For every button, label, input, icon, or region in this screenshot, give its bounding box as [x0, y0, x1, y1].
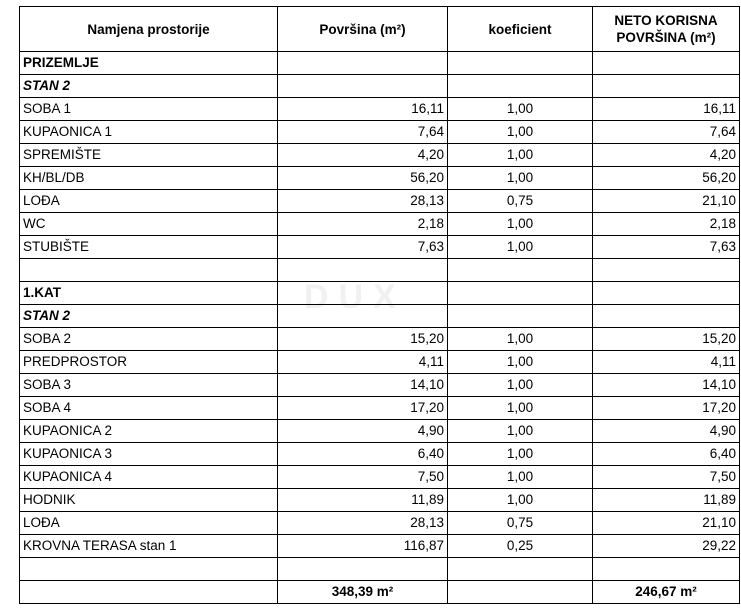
header-name: Namjena prostorije	[20, 7, 278, 52]
table-row	[20, 351, 740, 374]
room-name: SPREMIŠTE	[20, 144, 278, 167]
room-name: WC	[20, 213, 278, 236]
empty-cell	[448, 305, 593, 328]
area-value: 28,13	[278, 190, 448, 213]
empty-cell	[593, 282, 740, 305]
unit-row-ground	[20, 75, 740, 98]
area-value: 15,20	[278, 328, 448, 351]
net-value: 21,10	[593, 512, 740, 535]
net-value: 4,90	[593, 420, 740, 443]
net-value: 4,20	[593, 144, 740, 167]
area-value: 14,10	[278, 374, 448, 397]
table-row	[20, 489, 740, 512]
empty-cell	[593, 259, 740, 282]
net-value: 21,10	[593, 190, 740, 213]
coef-value: 1,00	[448, 98, 593, 121]
table-row	[20, 98, 740, 121]
area-value: 17,20	[278, 397, 448, 420]
table-row	[20, 397, 740, 420]
net-value: 17,20	[593, 397, 740, 420]
net-value: 4,11	[593, 351, 740, 374]
empty-cell	[20, 259, 278, 282]
room-name: SOBA 1	[20, 98, 278, 121]
coef-value: 0,75	[448, 190, 593, 213]
area-value: 6,40	[278, 443, 448, 466]
net-value: 15,20	[593, 328, 740, 351]
spacer-row	[20, 558, 740, 581]
table-row	[20, 144, 740, 167]
table-row	[20, 236, 740, 259]
empty-cell	[278, 52, 448, 75]
coef-value: 1,00	[448, 167, 593, 190]
empty-cell	[448, 52, 593, 75]
net-value: 29,22	[593, 535, 740, 558]
net-value: 2,18	[593, 213, 740, 236]
net-value: 16,11	[593, 98, 740, 121]
empty-cell	[278, 259, 448, 282]
coef-value: 1,00	[448, 374, 593, 397]
empty-cell	[448, 581, 593, 604]
area-value: 4,90	[278, 420, 448, 443]
empty-cell	[278, 558, 448, 581]
empty-cell	[278, 282, 448, 305]
header-net: NETO KORISNA POVRŠINA (m²)	[593, 7, 740, 52]
net-value: 7,63	[593, 236, 740, 259]
room-name: SOBA 3	[20, 374, 278, 397]
section-label: 1.KAT	[20, 282, 278, 305]
net-value: 7,50	[593, 466, 740, 489]
coef-value: 1,00	[448, 397, 593, 420]
coef-value: 1,00	[448, 328, 593, 351]
coef-value: 1,00	[448, 489, 593, 512]
table-row	[20, 512, 740, 535]
room-name: KUPAONICA 3	[20, 443, 278, 466]
net-value: 56,20	[593, 167, 740, 190]
area-value: 7,64	[278, 121, 448, 144]
total-area: 348,39 m²	[278, 581, 448, 604]
room-name: HODNIK	[20, 489, 278, 512]
room-name: PREDPROSTOR	[20, 351, 278, 374]
section-row-first	[20, 282, 740, 305]
area-value: 28,13	[278, 512, 448, 535]
empty-cell	[20, 581, 278, 604]
room-name: SOBA 4	[20, 397, 278, 420]
table-row	[20, 328, 740, 351]
empty-cell	[593, 558, 740, 581]
net-value: 7,64	[593, 121, 740, 144]
room-name: STUBIŠTE	[20, 236, 278, 259]
area-value: 11,89	[278, 489, 448, 512]
area-value: 56,20	[278, 167, 448, 190]
net-value: 11,89	[593, 489, 740, 512]
net-value: 6,40	[593, 443, 740, 466]
empty-cell	[278, 75, 448, 98]
header-area: Površina (m²)	[278, 7, 448, 52]
unit-row-first	[20, 305, 740, 328]
coef-value: 1,00	[448, 443, 593, 466]
coef-value: 1,00	[448, 351, 593, 374]
empty-cell	[448, 259, 593, 282]
table-row	[20, 167, 740, 190]
empty-cell	[448, 75, 593, 98]
empty-cell	[278, 305, 448, 328]
coef-value: 1,00	[448, 466, 593, 489]
table-row	[20, 190, 740, 213]
unit-label: STAN 2	[20, 305, 278, 328]
coef-value: 1,00	[448, 144, 593, 167]
totals-row	[20, 581, 740, 604]
total-net: 246,67 m²	[593, 581, 740, 604]
coef-value: 0,25	[448, 535, 593, 558]
table-row	[20, 443, 740, 466]
area-value: 4,11	[278, 351, 448, 374]
coef-value: 1,00	[448, 236, 593, 259]
table-row	[20, 535, 740, 558]
coef-value: 1,00	[448, 213, 593, 236]
empty-cell	[593, 52, 740, 75]
empty-cell	[448, 558, 593, 581]
table-row	[20, 213, 740, 236]
watermark: DUX	[304, 278, 406, 316]
area-value: 7,63	[278, 236, 448, 259]
header-coef: koeficient	[448, 7, 593, 52]
room-name: LOĐA	[20, 512, 278, 535]
table-body	[20, 52, 740, 604]
section-label: PRIZEMLJE	[20, 52, 278, 75]
header-row	[20, 7, 740, 52]
room-name: SOBA 2	[20, 328, 278, 351]
room-name: KUPAONICA 4	[20, 466, 278, 489]
coef-value: 1,00	[448, 121, 593, 144]
empty-cell	[20, 558, 278, 581]
coef-value: 1,00	[448, 420, 593, 443]
unit-label: STAN 2	[20, 75, 278, 98]
empty-cell	[448, 282, 593, 305]
room-name: KUPAONICA 1	[20, 121, 278, 144]
room-name: KUPAONICA 2	[20, 420, 278, 443]
room-name: LOĐA	[20, 190, 278, 213]
area-value: 116,87	[278, 535, 448, 558]
net-value: 14,10	[593, 374, 740, 397]
coef-value: 0,75	[448, 512, 593, 535]
area-value: 4,20	[278, 144, 448, 167]
section-row-ground	[20, 52, 740, 75]
area-value: 2,18	[278, 213, 448, 236]
room-name: KH/BL/DB	[20, 167, 278, 190]
empty-cell	[593, 75, 740, 98]
table-row	[20, 121, 740, 144]
spacer-row	[20, 259, 740, 282]
area-value: 16,11	[278, 98, 448, 121]
table-row	[20, 374, 740, 397]
table-row	[20, 420, 740, 443]
table-row	[20, 466, 740, 489]
empty-cell	[593, 305, 740, 328]
room-name: KROVNA TERASA stan 1	[20, 535, 278, 558]
area-value: 7,50	[278, 466, 448, 489]
area-table	[19, 6, 740, 604]
